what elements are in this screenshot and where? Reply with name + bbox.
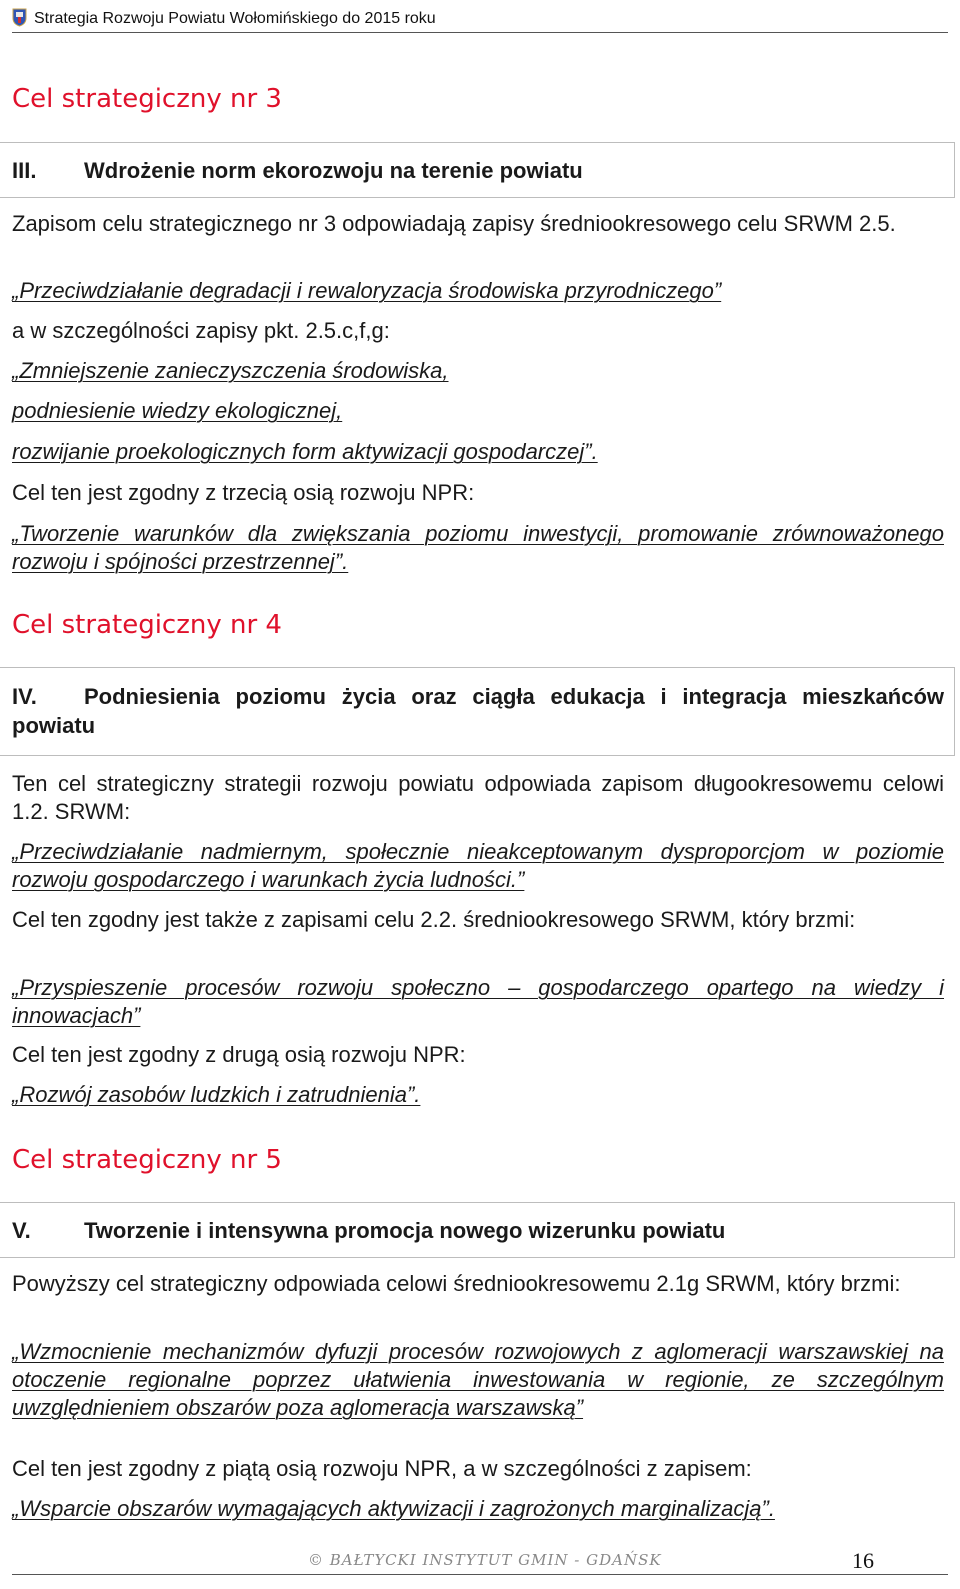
quote: „Przeciwdziałanie degradacji i rewaloryzacja środowiska przyrodniczego” <box>12 278 722 303</box>
goal-box-3 <box>0 142 955 198</box>
goal-title: Tworzenie i intensywna promocja nowego wizerunku powiatu <box>84 1218 726 1243</box>
quote-line: rozwijanie proekologicznych form aktywizacji gospodarczej”. <box>12 439 598 464</box>
paragraph: Zapisom celu strategicznego nr 3 odpowiadają zapisy średniookresowego celu SRWM 2.5. <box>12 211 896 236</box>
section-heading-3: Cel strategiczny nr 3 <box>12 84 282 114</box>
quote-line: „Zmniejszenie zanieczyszczenia środowiska, <box>12 358 449 383</box>
paragraph: Cel ten zgodny jest także z zapisami celu 2.2. średniookresowego SRWM, który brzmi: <box>12 907 856 932</box>
quote: „Przeciwdziałanie nadmiernym, społecznie nieakceptowanym dysproporcjom w poziomie rozwoju gospodarczego i warunkach życia ludności.” <box>12 839 944 892</box>
coat-of-arms-icon <box>12 8 27 27</box>
quote: „Wzmocnienie mechanizmów dyfuzji procesów rozwojowych z aglomeracji warszawskiej na otoczenie regionalne poprzez ułatwienia inwestowania w regionie, ze szczególnym uwzględnieniem obszarów poza aglomeracja warszawską” <box>12 1339 944 1420</box>
paragraph: Cel ten jest zgodny z piątą osią rozwoju NPR, a w szczególności z zapisem: <box>12 1456 752 1481</box>
paragraph: Cel ten jest zgodny z trzecią osią rozwoju NPR: <box>12 480 475 505</box>
paragraph: Powyższy cel strategiczny odpowiada celowi średniookresowemu 2.1g SRWM, który brzmi: <box>12 1271 901 1296</box>
quote: „Rozwój zasobów ludzkich i zatrudnienia”. <box>12 1082 421 1107</box>
page-header <box>12 6 948 32</box>
goal-number: V. <box>12 1218 31 1243</box>
goal-box-5 <box>0 1202 955 1258</box>
document-title: Strategia Rozwoju Powiatu Wołomińskiego do 2015 roku <box>34 10 436 27</box>
goal-number: III. <box>12 158 37 183</box>
goal-title-text: Podniesienia poziomu życia oraz ciągła edukacja i integracja mieszkańców powiatu <box>12 684 944 738</box>
quote-line: podniesienie wiedzy ekologicznej, <box>12 398 343 423</box>
quote: „Przyspieszenie procesów rozwoju społeczno – gospodarczego opartego na wiedzy i innowacjach” <box>12 975 944 1028</box>
quote: „Tworzenie warunków dla zwiększania poziomu inwestycji, promowanie zrównoważonego rozwoju i spójności przestrzennej”. <box>12 521 944 574</box>
section-heading-4: Cel strategiczny nr 4 <box>12 610 282 640</box>
paragraph: Ten cel strategiczny strategii rozwoju powiatu odpowiada zapisom długookresowemu celowi 1.2. SRWM: <box>12 771 944 824</box>
goal-title: Wdrożenie norm ekorozwoju na terenie powiatu <box>84 158 583 183</box>
paragraph: a w szczególności zapisy pkt. 2.5.c,f,g: <box>12 318 390 343</box>
section-heading-5: Cel strategiczny nr 5 <box>12 1145 282 1175</box>
footer-copyright: © BAŁTYCKI INSTYTUT GMIN - GDAŃSK <box>308 1551 662 1569</box>
goal-box-4 <box>0 667 955 756</box>
quote: „Wsparcie obszarów wymagających aktywizacji i zagrożonych marginalizacją”. <box>12 1496 775 1521</box>
paragraph: Cel ten jest zgodny z drugą osią rozwoju NPR: <box>12 1042 466 1067</box>
goal-title <box>12 682 944 740</box>
goal-number: IV. <box>12 684 37 709</box>
footer-divider <box>12 1574 948 1575</box>
page-number: 16 <box>852 1548 874 1573</box>
header-divider <box>12 32 948 33</box>
